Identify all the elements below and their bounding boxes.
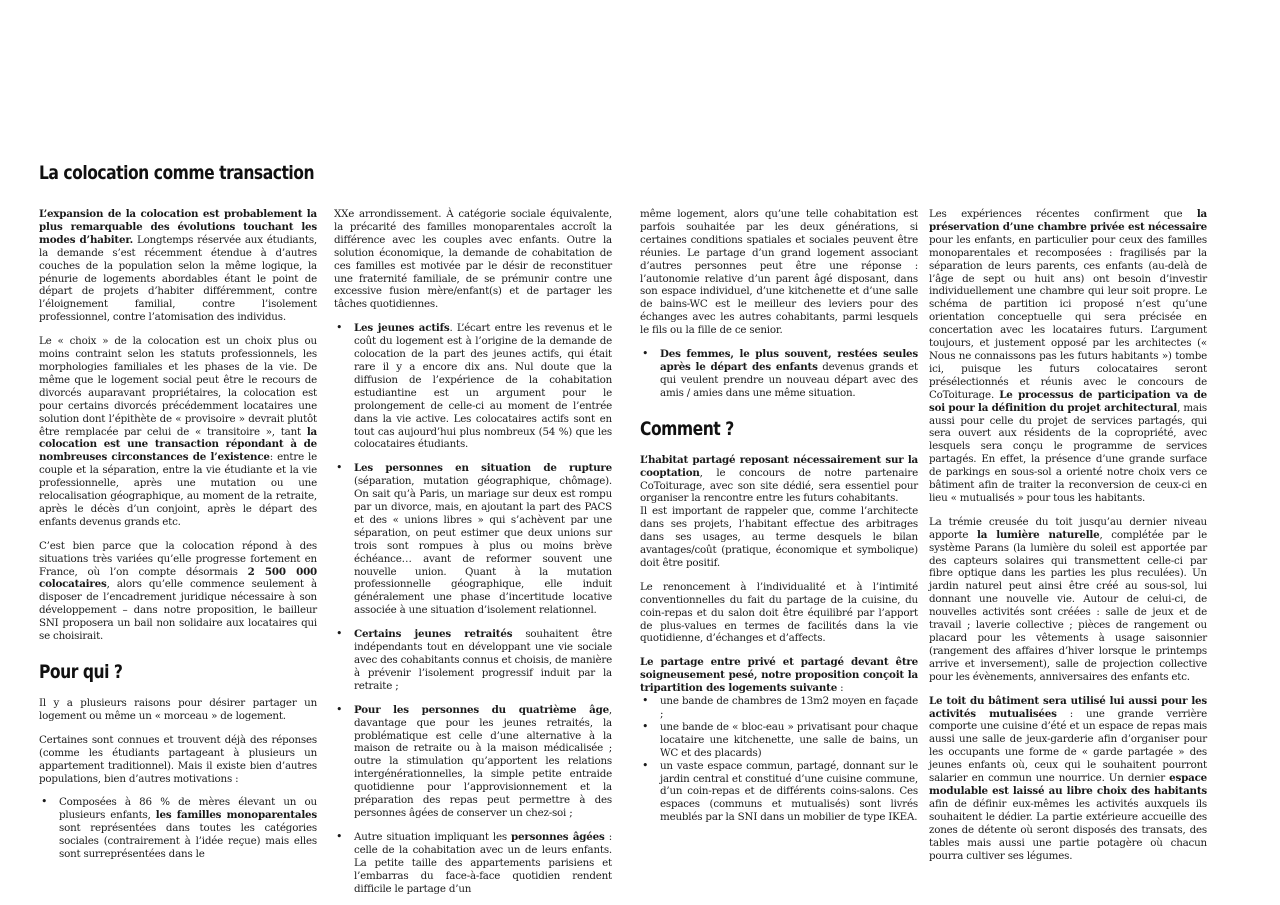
list-item: [334, 322, 612, 451]
list-text: . L’écart entre les revenus et le coût du logement est à l’origine de la demande de colocation de la part des jeunes actifs, qui était rare il y a encore dix ans. Nul doute que la diffusion de l’expérience de la cohabitation estudiantine est un argument pour le prolongement de celle-ci au moment de l’entrée dans la vie active. Les colocataires actifs sont en tout cas aujourd’hui plus nombreux (54 %) que les colocataires étudiants.: [354, 322, 613, 451]
paragraph-text: Il est important de rappeler que, comme l’architecte dans ses projets, l’habitant effectue des arbitrages dans ses usages, au terme desquels le bilan avantages/coût (pratique, économique et symbolique) doit être positif.: [640, 505, 918, 569]
paragraph-text: :: [837, 682, 844, 695]
bullet-list: [640, 348, 918, 400]
bullet-list: [39, 796, 317, 861]
bullet-list: [334, 322, 612, 895]
bold-phrase: la lumière naturelle: [976, 528, 1100, 541]
paragraph-toit: [929, 695, 1207, 863]
list-text: : celle de la cohabitation avec un de leurs enfants. La petite taille des appartements parisiens et l’embarras du face-à-face quotidien rendent difficile le partage d’un: [354, 830, 612, 895]
bold-phrase: Les personnes en situation de rupture: [354, 462, 612, 475]
paragraph-cooptation: [640, 454, 918, 570]
list-text: Autre situation impliquant les: [354, 830, 512, 843]
list-text: Composées à 86 % de mères élevant un ou plusieurs enfants,: [59, 796, 317, 822]
paragraph-raisons: Il y a plusieurs raisons pour désirer partager un logement ou même un « morceau » de logement.: [39, 697, 317, 722]
bold-lead: L’expansion de la colocation est probablement la plus remarquable des évolutions touchant les modes d’habiter.: [39, 208, 317, 246]
paragraph-text: , complétée par le système Parans (la lumière du soleil est apportée par des capteurs solaires qui transmettent celle-ci par fibre optique dans les parties les plus reculées). Un jardin naturel peut ainsi être créé au sous-sol, lui donnant une nouvelle vie. Autour de celui-ci, de nouvelles activités sont créées : salle de jeux et de travail ; laverie collective ; pièces de rangement ou placard pour les vêtements à usage saisonnier (rangement des affaires d’hiver lorsque le printemps arrive et inversement), salle de projection collective pour les évènements, anniversaires des enfants etc.: [929, 528, 1207, 683]
list-item: [39, 796, 317, 861]
list-text: (séparation, mutation géographique, chômage). On sait qu’à Paris, un mariage sur deux est rompu par un divorce, mais, en ajoutant la part des PACS et des « unions libres » qui s’achèvent par une séparation, on peut estimer que deux unions sur trois sont rompues à plus ou moins brève échéance… avant de reformer souvent une nouvelle union. Quant à la mutation professionnelle géographique, elle induit généralement une phase d’incertitude locative associée à une situation d’isolement relationnel.: [354, 475, 612, 617]
list-item: • un vaste espace commun, partagé, donnant sur le jardin central et constitué d’une cuisine commune, d’un coin-repas et de différents coins-salons. Ces espaces (communs et mutualisés) sont livrés meublés par la SNI dans un mobilier de type IKEA.: [640, 760, 918, 825]
bold-figure: 2 500 000 colocataires: [39, 565, 317, 591]
bold-lead: Le toit du bâtiment sera utilisé lui aussi pour les activités mutualisées: [929, 694, 1207, 720]
paragraph-choix: [39, 335, 317, 529]
paragraph-text: , mais aussi pour celle du projet de services partagés, qui sera ouvert aux résidents de la copropriété, avec lesquels sera conçu le programme de services partagés. En effet, la présence d’une grande surface de parkings en sous-sol a orienté notre choix vers ce bâtiment afin de traiter la reconversion de ceux-ci en lieu « mutualisés » pour tous les habitants.: [929, 401, 1208, 504]
bold-lead: Le partage entre privé et partagé devant être soigneusement pesé, notre proposition conçoit la tripartition des logements suivante: [640, 656, 918, 695]
tripartition-list: [640, 695, 918, 824]
list-item: • une bande de « bloc-eau » privatisant pour chaque locataire une kitchenette, une salle de bains, un WC et des placards): [640, 721, 918, 760]
paragraph-text: Longtemps réservée aux étudiants, la demande s’est récemment étendue à d’autres couches de la population selon la même logique, la pénurie de logements abordables étant le point de départ de projets d’habiter différemment, contre l’éloignement familial, contre l’isolement professionnel, contre l’atomisation des individus.: [39, 233, 317, 324]
column-3: [640, 208, 918, 824]
list-item: [640, 348, 918, 400]
column-2: [334, 208, 612, 905]
list-text: souhaitent être indépendants tout en développant une vie sociale avec des cohabitants connus et choisis, de manière à prévenir l’isolement progressif induit par la retraite ;: [354, 628, 612, 692]
paragraph-text: Les expériences récentes confirment que: [929, 208, 1197, 220]
paragraph-continued: XXe arrondissement. À catégorie sociale équivalente, la précarité des familles monoparentales accroît la différence avec les couples avec enfants. Outre la solution économique, la demande de cohabitation de ces familles est motivée par le désir de reconstituer une fraternité familiale, de se prémunir contre une excessive fusion mère/enfant(s) et de partager les tâches quotidiennes.: [334, 208, 612, 311]
paragraph-progression: [39, 540, 317, 643]
paragraph-text: , le concours de notre partenaire CoToiturage, avec son site dédié, sera essentiel pour organiser la rencontre entre les futurs cohabitants.: [640, 466, 918, 505]
heading-comment: Comment ?: [640, 417, 734, 440]
paragraph-text: , alors qu’elle commence seulement à disposer de l’encadrement juridique nécessaire à son développement – dans notre proposition, le bailleur SNI proposera un bail non solidaire aux locataires qui se choisirait.: [39, 578, 317, 643]
paragraph-text: Le « choix » de la colocation est un choix plus ou moins contraint selon les statuts professionnels, les morphologies familiales et les phases de la vie. De même que le logement social peut être le recours de divorcés auparavant propriétaires, la colocation est pour certains divorcés précédemment locataires une solution dont l’épithète de « provisoire » devrait plutôt être remplacée par celui de « transitoire », tant: [39, 335, 317, 438]
bold-phrase: Le processus de participation va de soi pour la définition du projet architectural: [929, 388, 1207, 414]
bold-phrase: les familles monoparentales: [155, 809, 317, 822]
bold-phrase: Les jeunes actifs: [354, 322, 450, 335]
bold-phrase: Pour les personnes du quatrième âge: [354, 703, 609, 716]
list-item: [334, 628, 612, 693]
column-1: [39, 208, 317, 872]
list-item: [334, 704, 612, 820]
paragraph-text: afin de définir eux-mêmes les activités auxquels ils souhaitent le dédier. La partie extérieure accueille des zones de détente où seront disposés des transats, des tables mais aussi une partie potagère où chacun pourra cultiver ses légumes.: [929, 797, 1207, 862]
paragraph-text: C’est bien parce que la colocation répond à des situations très variées qu’elle progresse fortement en France, où l’on compte désormais: [39, 539, 317, 578]
bold-phrase: Certains jeunes retraités: [354, 628, 513, 641]
page-title: La colocation comme transaction: [39, 162, 315, 184]
paragraph-lumiere: [929, 516, 1207, 684]
paragraph-tripartition: [640, 656, 918, 695]
paragraph-text: : entre le couple et la séparation, entre la vie étudiante et la vie professionnelle, après une mutation ou une relocalisation géographique, au moment de la retraite, après le décès d’un conjoint, après le départ des enfants devenus grands etc.: [39, 451, 317, 528]
paragraph-text: pour les enfants, en particulier pour ceux des familles monoparentales et recomposées : fragilisés par la séparation de leurs parents, ces enfants (au-delà de l’âge de sept ou huit ans) ont besoin d’investir individuellement une chambre qui leur soit propre. Le schéma de partition ici proposé n’est qu’une orientation conceptuelle qui sera précisée en concertation avec les locataires futurs. L’argument toujours, et justement opposé par les architectes (« Nous ne connaissons pas les futurs habitants ») tombe ici, puisque les futurs colocataires seront présélectionnés et réunis avec le concours de CoToiturage.: [929, 233, 1207, 401]
list-text: , davantage que pour les jeunes retraités, la problématique est celle d’une alternative à la maison de retraite ou à la maison médicalisée ; outre la stimulation qu’apportent les relations intergénérationnelles, la simple petite entraide quotidienne pour l’approvisionnement et la préparation des repas peut permettre à des personnes âgées de conserver un chez-soi ;: [354, 703, 612, 819]
bold-phrase: la préservation d’une chambre privée est nécessaire: [929, 208, 1207, 233]
list-text: sont représentées dans toutes les catégories sociales (contrairement à l’idée reçue) mais elles sont surreprésentées dans le: [59, 822, 317, 861]
paragraph-text: La trémie creusée du toit jusqu’au dernier niveau apporte: [929, 515, 1207, 541]
list-text: devenus grands et qui veulent prendre un nouveau départ avec des amis / amies dans une même situation.: [660, 360, 918, 399]
bold-phrase: personnes âgées: [511, 830, 605, 843]
list-item: [334, 831, 612, 896]
list-item: [334, 462, 612, 617]
paragraph-populations: Certaines sont connues et trouvent déjà des réponses (comme les étudiants partageant à plusieurs un appartement traditionnel). Mais il existe bien d’autres populations, bien d’autres motivations :: [39, 733, 317, 785]
list-item: • une bande de chambres de 13m2 moyen en façade ;: [640, 695, 918, 721]
paragraph-chambre-privee: [929, 208, 1207, 505]
column-4: [929, 208, 1207, 873]
paragraph-renoncement: Le renoncement à l’individualité et à l’intimité conventionnelles du fait du partage de la cuisine, du coin-repas et du salon doit être équilibré par l’apport de plus-values en termes de facilités dans la vie quotidienne, d’échanges et d’affects.: [640, 580, 918, 645]
heading-pour-qui: Pour qui ?: [39, 661, 123, 683]
paragraph-expansion: [39, 208, 317, 324]
paragraph-continued: même logement, alors qu’une telle cohabitation est parfois souhaitée par les deux générations, si certaines conditions spatiales et sociales peuvent être réunies. Le partage d’un grand logement associant d’autres personnes peut être une réponse : l’autonomie relative d’un parent âgé disposant, dans son espace individuel, d’une kitchenette et d’une salle de bains-WC est le meilleur des leviers pour des échanges avec les autres cohabitants, parmi lesquels le fils ou la fille de ce senior.: [640, 208, 918, 337]
bold-phrase: espace modulable est laissé au libre choix des habitants: [929, 772, 1207, 797]
bold-phrase: la colocation est une transaction répondant à de nombreuses circonstances de l’existence: [39, 425, 317, 464]
paragraph-text: : une grande verrière comporte une cuisine d’été et un espace de repas mais aussi une salle de jeux-garderie afin d’organiser pour les occupants une forme de « garde partagée » des jeunes enfants où, ceux qui le souhaitent pourront salarier en commun une nourrice. Un dernier: [929, 707, 1207, 785]
bold-lead: L’habitat partagé reposant nécessairement sur la cooptation: [640, 453, 918, 479]
bold-phrase: Des femmes, le plus souvent, restées seules après le départ des enfants: [660, 348, 918, 373]
